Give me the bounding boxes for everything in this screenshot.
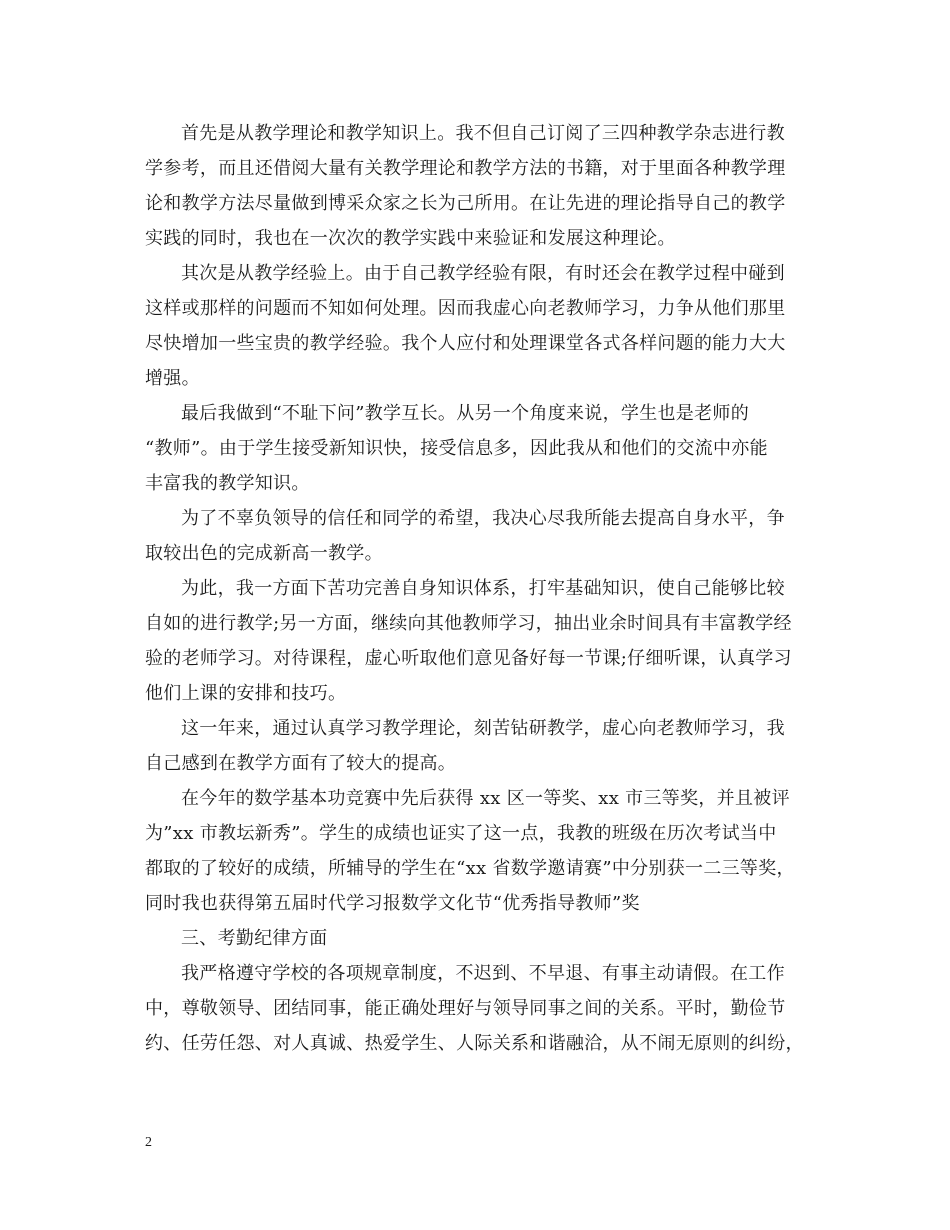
text-line: 我严格遵守学校的各项规章制度，不迟到、不早退、有事主动请假。在工作 — [181, 963, 785, 984]
text-line: 论和教学方法尽量做到博采众家之长为己所用。在让先进的理论指导自己的教学 — [145, 193, 786, 214]
paragraph — [145, 956, 807, 1061]
text-line: 学参考，而且还借阅大量有关教学理论和教学方法的书籍，对于里面各种教学理 — [145, 158, 786, 179]
text-line: 尽快增加一些宝贵的教学经验。我个人应付和处理课堂各式各样问题的能力大大 — [145, 333, 786, 354]
text-line: 这一年来，通过认真学习教学理论，刻苦钻研教学，虚心向老教师学习，我 — [181, 718, 785, 739]
text-line: 最后我做到“不耻下问”教学互长。从另一个角度来说，学生也是老师的 — [181, 403, 750, 424]
text-line: 实践的同时，我也在一次次的教学实践中来验证和发展这种理论。 — [145, 228, 676, 249]
text-line: 取较出色的完成新高一教学。 — [145, 543, 383, 564]
paragraph — [145, 501, 807, 571]
text-line: 约、任劳任怨、对人真诚、热爱学生、人际关系和谐融洽，从不闹无原则的纠纷， — [145, 1033, 804, 1054]
text-line: 为”xx 市教坛新秀”。学生的成绩也证实了这一点，我教的班级在历次考试当中 — [145, 823, 777, 844]
text-line: 都取的了较好的成绩，所辅导的学生在“xx 省数学邀请赛”中分别获一二三等奖， — [145, 858, 795, 879]
paragraph — [145, 921, 807, 956]
paragraph — [145, 116, 807, 256]
text-line: “教师”。由于学生接受新知识快，接受信息多，因此我从和他们的交流中亦能 — [145, 438, 768, 459]
text-line: 自己感到在教学方面有了较大的提高。 — [145, 753, 457, 774]
paragraph — [145, 711, 807, 781]
paragraph — [145, 256, 807, 396]
text-line: 为了不辜负领导的信任和同学的希望，我决心尽我所能去提高自身水平，争 — [181, 508, 785, 529]
document-body — [145, 116, 807, 1061]
text-line: 验的老师学习。对待课程，虚心听取他们意见备好每一节课;仔细听课，认真学习 — [145, 648, 792, 669]
text-line: 其次是从教学经验上。由于自己教学经验有限，有时还会在教学过程中碰到 — [181, 263, 785, 284]
text-line: 首先是从教学理论和教学知识上。我不但自己订阅了三四种教学杂志进行教 — [181, 123, 785, 144]
page-number: 2 — [145, 1135, 152, 1150]
text-line: 这样或那样的问题而不知如何处理。因而我虚心向老教师学习，力争从他们那里 — [145, 298, 786, 319]
paragraph — [145, 781, 807, 921]
paragraph — [145, 396, 807, 501]
text-line: 增强。 — [145, 368, 200, 389]
text-line: 自如的进行教学;另一方面，继续向其他教师学习，抽出业余时间具有丰富教学经 — [145, 613, 792, 634]
text-line: 中，尊敬领导、团结同事，能正确处理好与领导同事之间的关系。平时，勤俭节 — [145, 998, 786, 1019]
text-line: 同时我也获得第五届时代学习报数学文化节“优秀指导教师”奖 — [145, 893, 640, 914]
text-line: 丰富我的教学知识。 — [145, 473, 310, 494]
text-line: 三、考勤纪律方面 — [181, 928, 328, 949]
text-line: 他们上课的安排和技巧。 — [145, 683, 347, 704]
paragraph — [145, 571, 807, 711]
text-line: 在今年的数学基本功竞赛中先后获得 xx 区一等奖、xx 市三等奖，并且被评 — [181, 788, 790, 809]
text-line: 为此，我一方面下苦功完善自身知识体系，打牢基础知识，使自己能够比较 — [181, 578, 785, 599]
